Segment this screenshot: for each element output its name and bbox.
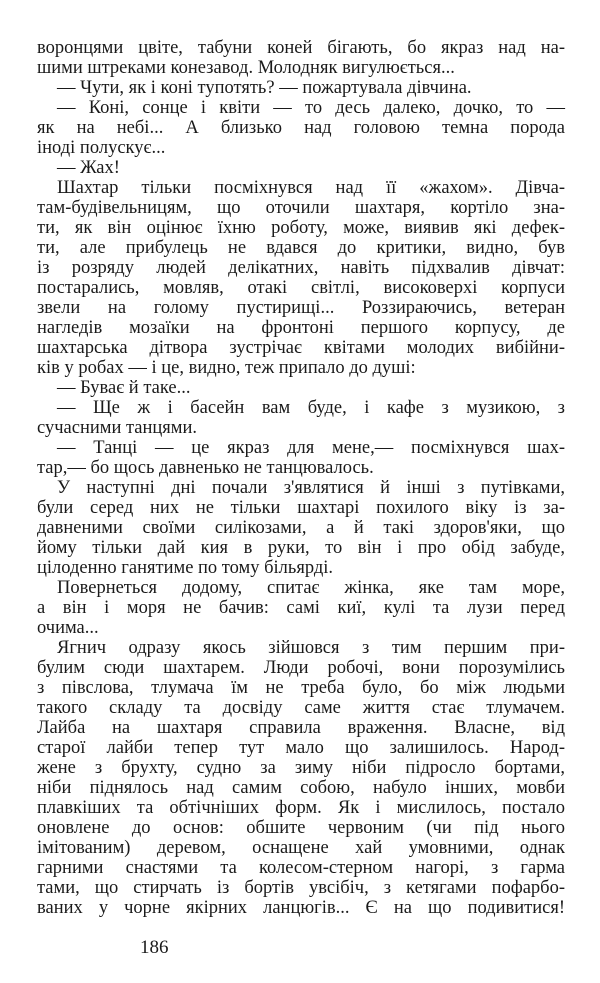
text-line: булим сюди шахтарем. Люди робочі, вони порозумілись xyxy=(37,658,565,678)
text-line: Лайба на шахтаря справила враження. Власне, від xyxy=(37,718,565,738)
text-line: гарними снастями та колесом-стерном нагорі, з гарма xyxy=(37,858,565,878)
page-text xyxy=(37,38,565,918)
text-line: йому тільки дай кия в руки, то він і про обід забуде, xyxy=(37,538,565,558)
text-line: — Жах! xyxy=(57,158,120,178)
text-line: Ягнич одразу якось зійшовся з тим першим при- xyxy=(57,638,565,658)
text-line: — Ще ж і басейн вам буде, і кафе з музикою, з xyxy=(57,398,565,418)
text-line: Шахтар тільки посміхнувся над її «жахом». Дівча- xyxy=(57,178,565,198)
page-number: 186 xyxy=(140,937,169,958)
text-line: ків у робах — і це, видно, теж припало до душі: xyxy=(37,358,416,378)
text-line: цілоденно ганятиме по тому більярді. xyxy=(37,558,334,578)
text-line: з півслова, тлумача їм не треба було, бо між людьми xyxy=(37,678,565,698)
text-line: оновлене до основ: обшите червоним (чи під нього xyxy=(37,818,565,838)
text-line: плавкіших та обтічніших форм. Як і мислилось, постало xyxy=(37,798,565,818)
text-line: Повернеться додому, спитає жінка, яке там море, xyxy=(57,578,565,598)
text-line: давненими своїми силікозами, а й такі здоров'яки, що xyxy=(37,518,565,538)
text-line: там-будівельницям, що оточили шахтаря, кортіло зна- xyxy=(37,198,565,218)
text-line: такого складу та досвіду саме життя стає тлумачем. xyxy=(37,698,565,718)
text-line: — Коні, сонце і квіти — то десь далеко, дочко, то — xyxy=(57,98,565,118)
text-line: шахтарська дітвора зустрічає квітами молодих вибійни- xyxy=(37,338,565,358)
text-line: ніби піднялось над самим собою, набуло інших, мовби xyxy=(37,778,565,798)
text-line: тами, що стирчать із бортів увсібіч, з кетягами пофарбо- xyxy=(37,878,565,898)
text-line: постарались, мовляв, отакі світлі, високоверхі корпуси xyxy=(37,278,565,298)
text-line: а він і моря не бачив: самі киї, кулі та лузи перед xyxy=(37,598,565,618)
text-line: — Буває й таке... xyxy=(57,378,191,398)
text-line: ти, як він оцінює їхню роботу, може, виявив які дефек- xyxy=(37,218,565,238)
text-line: ти, але прибулець не вдався до критики, видно, був xyxy=(37,238,565,258)
text-line: очима... xyxy=(37,618,99,638)
text-line: воронцями цвіте, табуни коней бігають, бо якраз над на- xyxy=(37,38,565,58)
text-line: іноді полускує... xyxy=(37,138,166,158)
text-line: сучасними танцями. xyxy=(37,418,198,438)
text-line: тар,— бо щось давненько не танцювалось. xyxy=(37,458,374,478)
text-line: із розряду людей делікатних, навіть підхвалив дівчат: xyxy=(37,258,565,278)
text-line: — Чути, як і коні тупотять? — пожартувала дівчина. xyxy=(57,78,472,98)
text-line: жене з брухту, судно за зиму ніби підросло бортами, xyxy=(37,758,565,778)
text-line: У наступні дні почали з'являтися й інші з путівками, xyxy=(57,478,565,498)
text-line: старої лайби тепер тут мало що залишилось. Народ- xyxy=(37,738,565,758)
text-line: як на небі... А близько над головою темна порода xyxy=(37,118,565,138)
text-line: імітованим) деревом, оснащене хай умовними, однак xyxy=(37,838,565,858)
text-line: звели на голому пустирищі... Роззираючись, ветеран xyxy=(37,298,565,318)
text-line: були серед них не тільки шахтарі похилого віку із за- xyxy=(37,498,565,518)
text-line: — Танці — це якраз для мене,— посміхнувся шах- xyxy=(57,438,565,458)
text-line: шими штреками конезавод. Молодняк вигулюється... xyxy=(37,58,455,78)
text-line: нагледів мозаїки на фронтоні першого корпусу, де xyxy=(37,318,565,338)
text-line: ваних у чорне якірних ланцюгів... Є на що подивитися! xyxy=(37,898,565,918)
